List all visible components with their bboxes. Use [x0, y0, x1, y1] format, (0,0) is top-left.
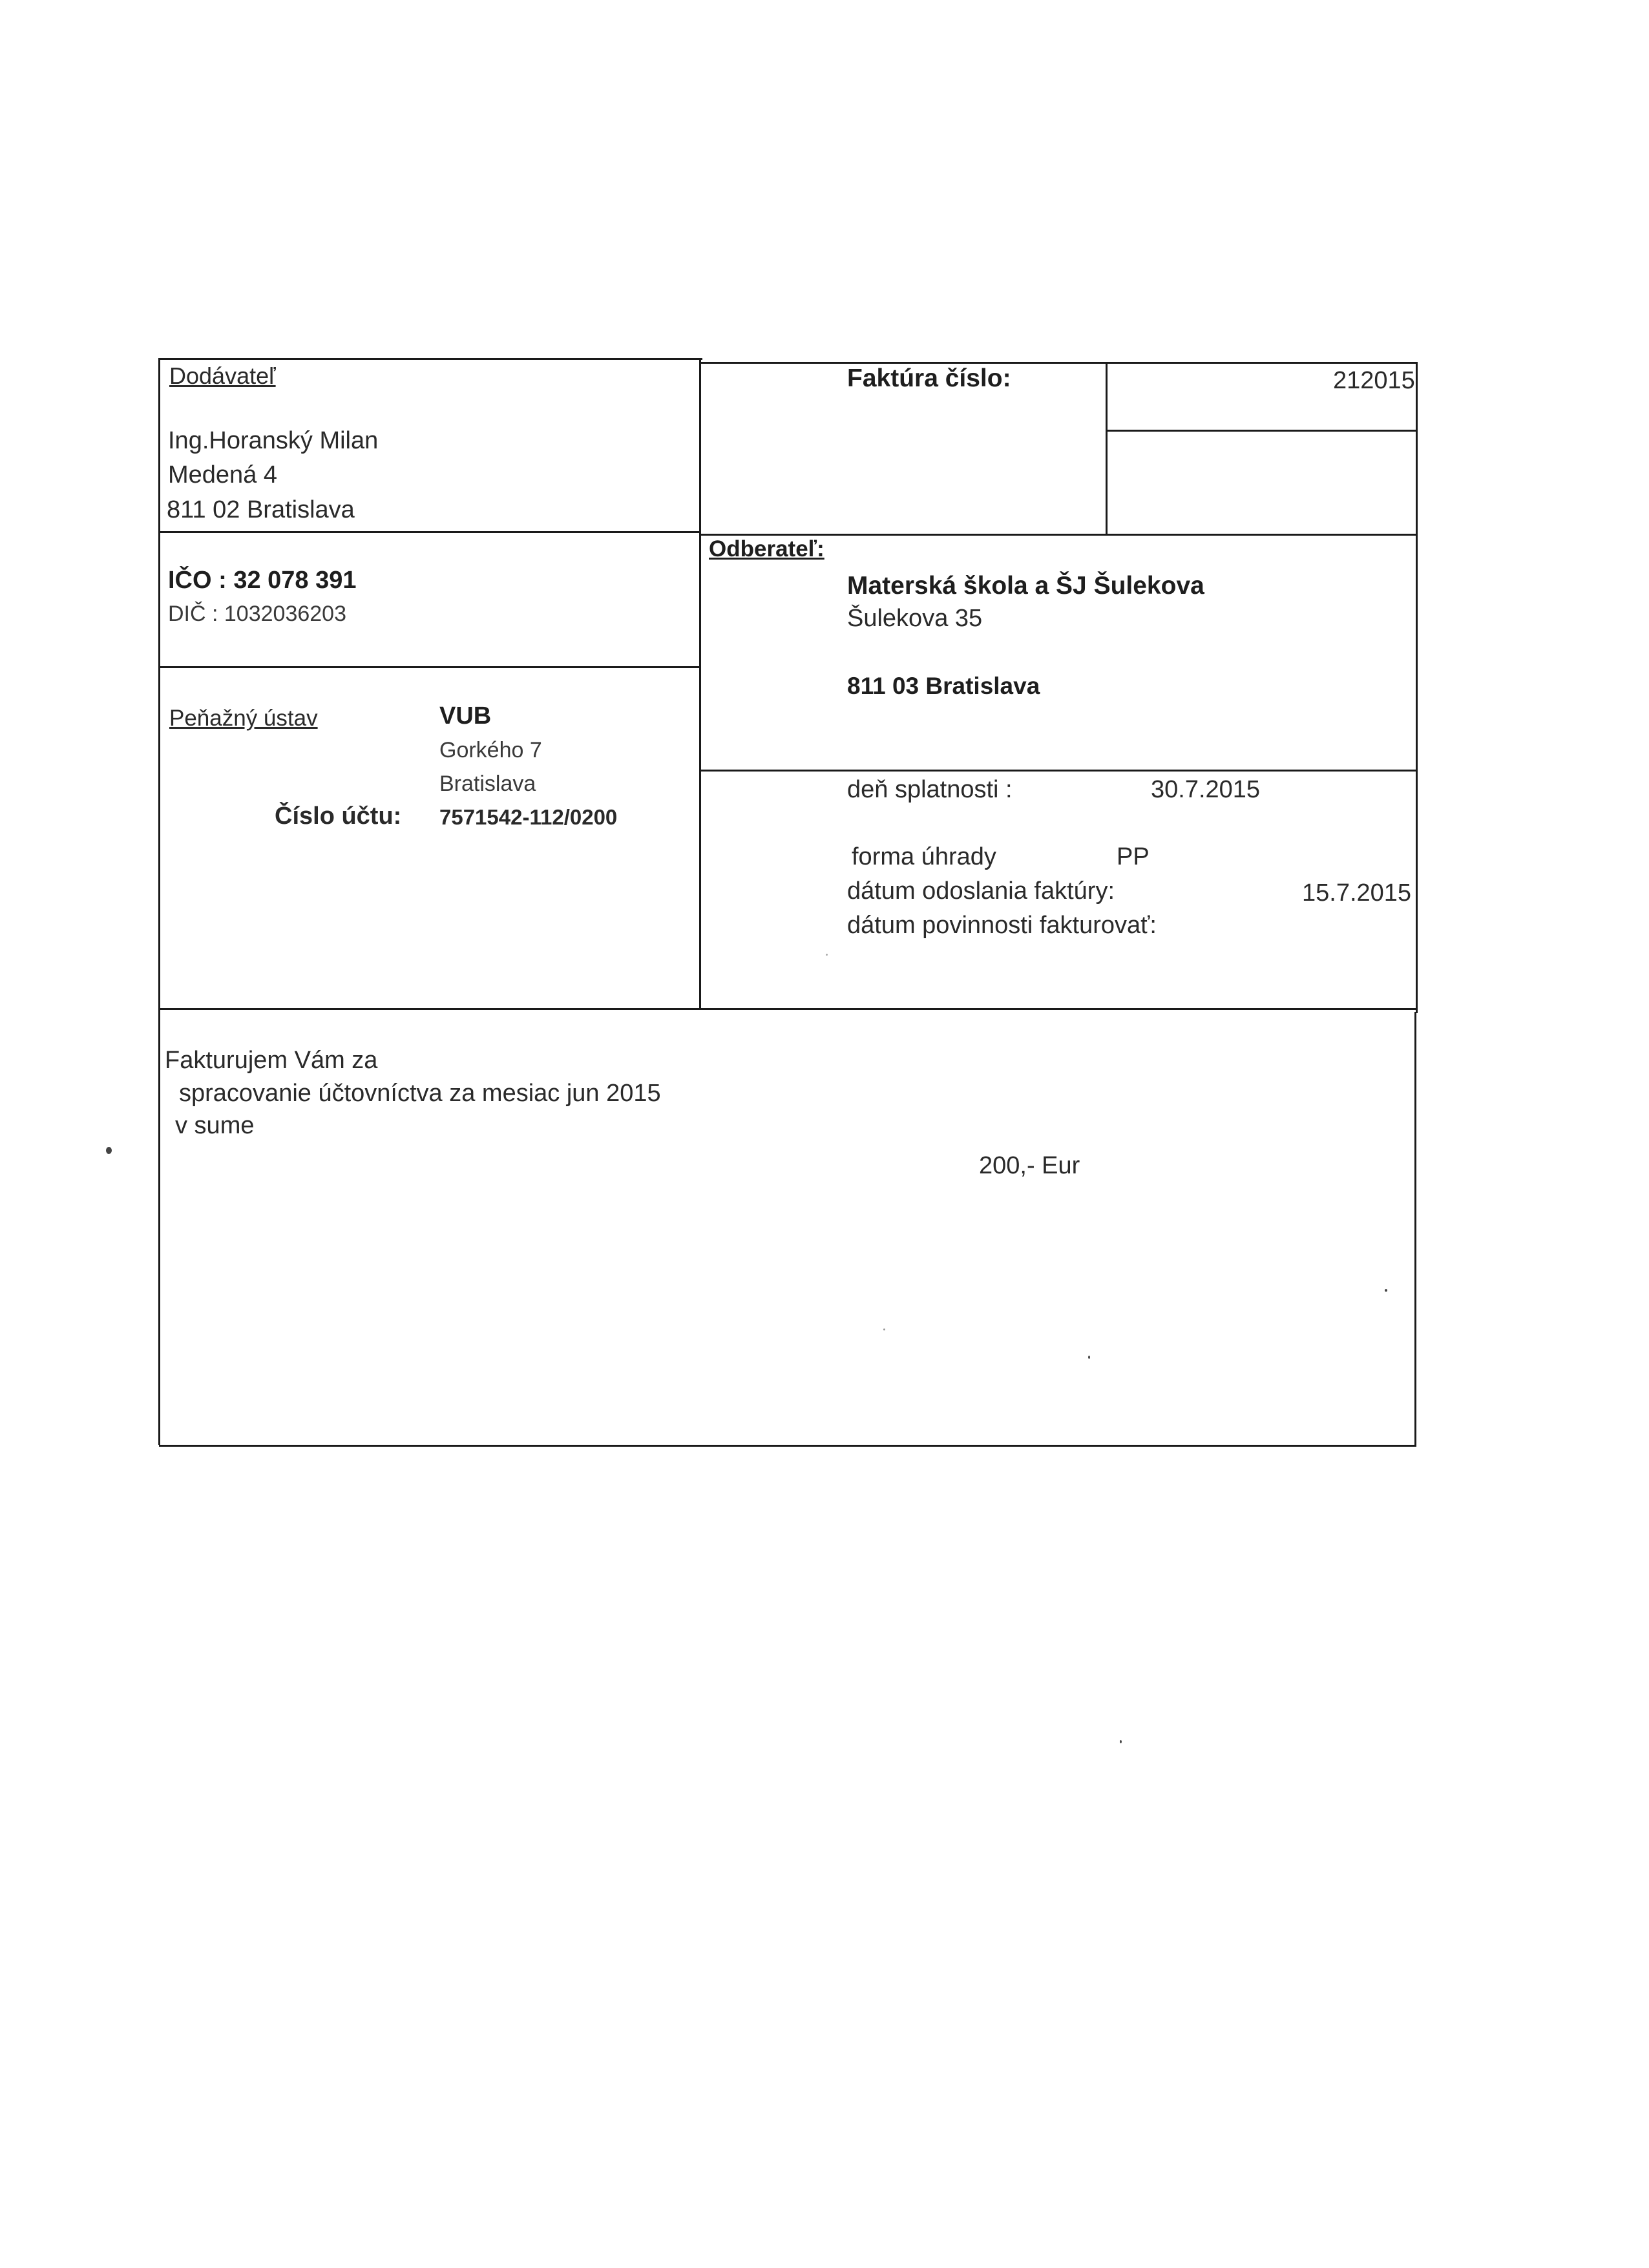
frame-right-upper	[1416, 362, 1418, 1013]
scan-speck	[826, 954, 828, 956]
bank-label: Peňažný ústav	[169, 706, 318, 731]
frame-left	[158, 358, 160, 1445]
frame-right-lower	[1414, 1012, 1416, 1445]
payment-method: PP	[1117, 843, 1150, 870]
payment-method-label: forma úhrady	[852, 843, 996, 870]
supplier-city: 811 02 Bratislava	[167, 496, 355, 523]
body-line-3: v sume	[175, 1112, 255, 1139]
terms-top-divider	[701, 770, 1417, 772]
supplier-name: Ing.Horanský Milan	[168, 427, 379, 454]
customer-top-divider	[701, 534, 1417, 536]
frame-top-right	[701, 362, 1417, 364]
body-line-2: spracovanie účtovníctva za mesiac jun 2015	[179, 1080, 661, 1107]
account-label: Číslo účtu:	[275, 803, 402, 830]
bank-city: Bratislava	[439, 772, 536, 796]
sent-date: 15.7.2015	[1302, 879, 1412, 907]
invoice-number-divider	[1106, 362, 1108, 535]
account-number: 7571542-112/0200	[439, 805, 618, 829]
customer-street: Šulekova 35	[847, 605, 983, 632]
scan-speck	[1385, 1289, 1387, 1292]
supplier-address-divider	[160, 531, 701, 533]
customer-heading: Odberateľ:	[709, 536, 824, 562]
due-date-label: deň splatnosti :	[847, 776, 1013, 803]
supplier-heading: Dodávateľ	[169, 362, 276, 389]
frame-top-left	[159, 358, 702, 360]
bank-street: Gorkého 7	[439, 738, 542, 762]
supplier-ico: IČO : 32 078 391	[168, 567, 357, 594]
invoice-number-label: Faktúra číslo:	[847, 364, 1011, 392]
body-line-1: Fakturujem Vám za	[165, 1047, 378, 1074]
customer-city: 811 03 Bratislava	[847, 673, 1040, 699]
frame-bottom	[159, 1445, 1416, 1447]
scan-speck	[1120, 1740, 1122, 1743]
body-top-divider	[160, 1008, 1417, 1010]
bank-name: VUB	[439, 702, 492, 730]
scan-speck	[106, 1147, 112, 1154]
scan-speck	[883, 1328, 885, 1330]
scan-speck	[1088, 1356, 1090, 1359]
tax-duty-date-label: dátum povinnosti fakturovať:	[847, 912, 1157, 939]
invoice-amount: 200,- Eur	[979, 1152, 1080, 1179]
invoice-number-underline	[1107, 430, 1417, 432]
customer-name: Materská škola a ŠJ Šulekova	[847, 572, 1204, 600]
supplier-dic: DIČ : 1032036203	[168, 602, 346, 626]
sent-date-label: dátum odoslania faktúry:	[847, 877, 1115, 905]
invoice-number: 212015	[1333, 367, 1415, 394]
supplier-street: Medená 4	[168, 461, 278, 488]
frame-middle	[699, 358, 701, 1009]
due-date: 30.7.2015	[1151, 776, 1261, 803]
supplier-ids-divider	[160, 666, 701, 668]
